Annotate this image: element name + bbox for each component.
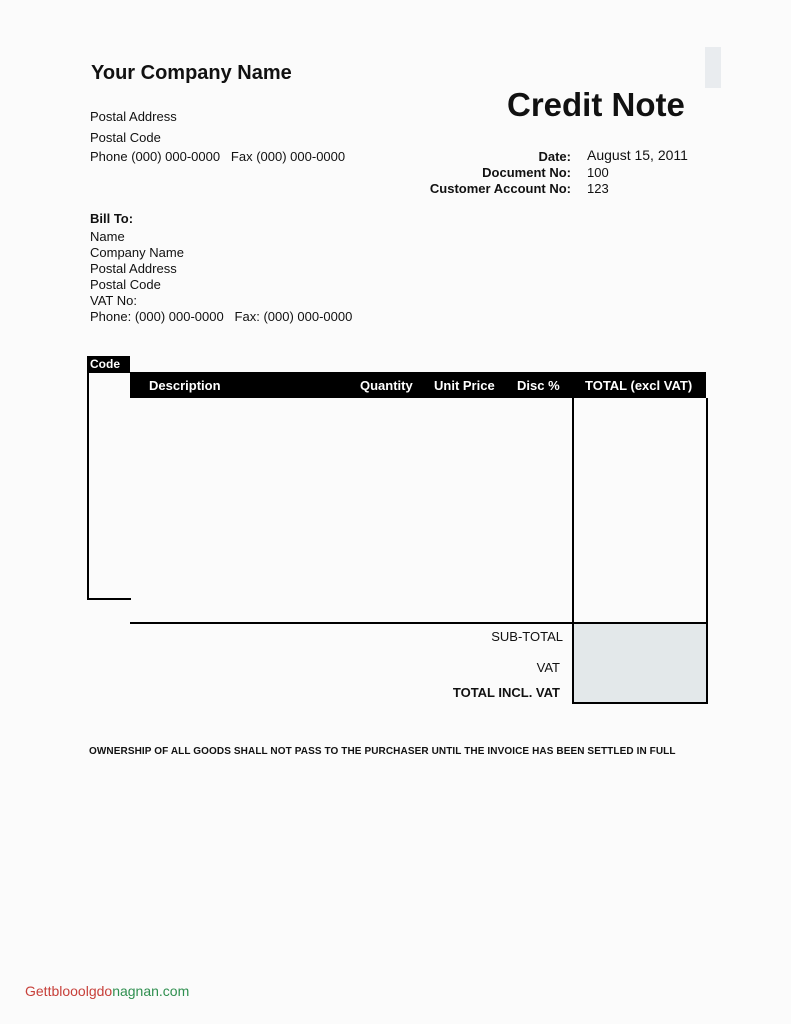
vat-value-box bbox=[572, 650, 708, 678]
bill-to-vat-no: VAT No: bbox=[90, 293, 137, 308]
subtotal-label: SUB-TOTAL bbox=[491, 629, 563, 644]
company-postal-code: Postal Code bbox=[90, 130, 161, 145]
page-tab-marker bbox=[705, 47, 721, 88]
watermark-red-text: Gettblooolgdo bbox=[25, 983, 113, 999]
unit-price-header: Unit Price bbox=[434, 378, 495, 393]
date-value: August 15, 2011 bbox=[587, 147, 688, 163]
watermark-green-text: nagnan.com bbox=[112, 983, 190, 999]
bill-to-phone-fax: Phone: (000) 000-0000 Fax: (000) 000-0000 bbox=[90, 309, 353, 324]
total-excl-vat-header: TOTAL (excl VAT) bbox=[585, 378, 693, 393]
bill-to-heading: Bill To: bbox=[90, 211, 134, 226]
total-incl-vat-value-box bbox=[572, 676, 708, 704]
company-postal-address: Postal Address bbox=[90, 109, 177, 124]
subtotal-value-box bbox=[572, 624, 708, 652]
document-title: Credit Note bbox=[507, 86, 685, 123]
document-number-value: 100 bbox=[587, 165, 609, 180]
bill-to-postal-code: Postal Code bbox=[90, 277, 161, 292]
bill-to-company-name: Company Name bbox=[90, 245, 184, 260]
document-number-label: Document No: bbox=[482, 165, 571, 180]
watermark bbox=[25, 983, 189, 999]
bill-to-postal-address: Postal Address bbox=[90, 261, 177, 276]
company-name: Your Company Name bbox=[91, 62, 292, 84]
date-label: Date: bbox=[538, 149, 571, 164]
vat-label: VAT bbox=[536, 660, 560, 675]
code-column-body bbox=[87, 372, 131, 600]
ownership-note: OWNERSHIP OF ALL GOODS SHALL NOT PASS TO THE PURCHASER UNTIL THE INVOICE HAS BEEN SETTLED IN FULL bbox=[89, 746, 676, 757]
company-phone-fax: Phone (000) 000-0000 Fax (000) 000-0000 bbox=[90, 149, 346, 164]
total-incl-vat-label: TOTAL INCL. VAT bbox=[452, 685, 560, 700]
total-column-body bbox=[572, 398, 708, 624]
customer-account-label: Customer Account No: bbox=[429, 181, 571, 196]
code-column-header: Code bbox=[87, 356, 130, 373]
quantity-header: Quantity bbox=[360, 378, 413, 393]
items-table-header bbox=[130, 372, 706, 398]
description-header: Description bbox=[149, 378, 221, 393]
customer-account-value: 123 bbox=[587, 181, 609, 196]
bill-to-name: Name bbox=[90, 229, 125, 244]
disc-header: Disc % bbox=[517, 378, 560, 393]
